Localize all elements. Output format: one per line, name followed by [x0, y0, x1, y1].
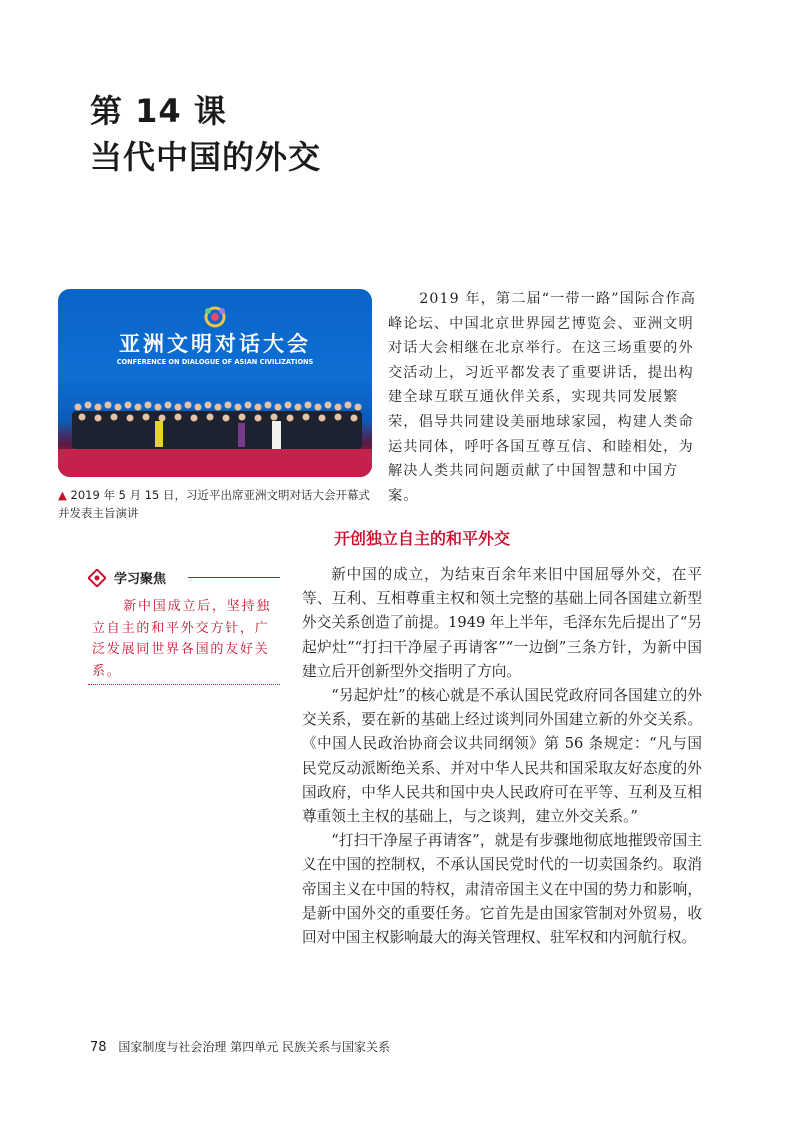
focus-text: 新中国成立后，坚持独立自主的和平外交方针，广泛发展同世界各国的友好关系。	[92, 599, 272, 679]
lesson-title: 当代中国的外交	[90, 138, 322, 176]
learning-focus-box	[88, 568, 280, 682]
delegates-crowd	[72, 402, 362, 450]
main-body	[302, 563, 702, 950]
intro-paragraph: 2019 年，第二届“一带一路”国际合作高峰论坛、中国北京世界园艺博览会、亚洲文明对话大会相继在北京举行。在这三场重要的外交活动上，习近平都发表了重要讲话，提出构建全球互联互通伙伴关系，实现共同发展繁荣，倡导共同建设美丽地球家园，构建人类命运共同体，呼吁各国互尊互信、和睦相处，为解决人类共同问题贡献了中国智慧和中国方案。	[388, 291, 697, 504]
body-paragraph: 新中国的成立，为结束百余年来旧中国屈辱外交，在平等、互利、互相尊重主权和领土完整的基础上同各国建立新型外交关系创造了前提。1949 年上半年，毛泽东先后提出了“另起炉灶”“打扫干净屋子再请客”“一边倒”三条方针，为新中国建立后开创新型外交指明了方向。	[302, 566, 702, 680]
photo-caption	[58, 486, 380, 522]
banner-english-text: CONFERENCE ON DIALOGUE OF ASIAN CIVILIZATIONS	[116, 358, 314, 366]
conference-photo	[58, 289, 372, 477]
body-paragraph: “打扫干净屋子再请客”，就是有步骤地彻底地摧毁帝国主义在中国的控制权，不承认国民党时代的一切卖国条约。取消帝国主义在中国的特权，肃清帝国主义在中国的势力和影响，是新中国外交的重要任务。它首先是由国家管制对外贸易，收回对中国主权影响最大的海关管理权、驻军权和内河航行权。	[302, 832, 702, 947]
page-footer	[90, 1038, 390, 1055]
running-title: 国家制度与社会治理 第四单元 民族关系与国家关系	[118, 1040, 391, 1054]
body-paragraph: “另起炉灶”的核心就是不承认国民党政府同各国建立的外交关系，要在新的基础上经过谈判同外国建立新的外交关系。《中国人民政治协商会议共同纲领》第 56 条规定：“凡与国民党反动派断绝关系、并对中华人民共和国采取友好态度的外国政府，中华人民共和国中央人民政府可在平等、互利及互相尊重领土主权的基础上，与之谈判，建立外交关系。”	[302, 687, 702, 826]
page-number: 78	[90, 1040, 107, 1055]
focus-dotted-divider	[88, 684, 280, 685]
focus-divider	[188, 577, 280, 578]
lesson-number: 第 14 课	[90, 92, 227, 130]
section-heading: 开创独立自主的和平外交	[334, 529, 511, 548]
caption-triangle-icon: ▲	[58, 488, 67, 502]
banner-chinese-text: 亚洲文明对话大会	[119, 332, 311, 356]
focus-label: 学习聚焦	[114, 572, 167, 587]
focus-diamond-icon	[88, 569, 106, 587]
caption-text: 2019 年 5 月 15 日，习近平出席亚洲文明对话大会开幕式并发表主旨演讲	[58, 488, 371, 520]
